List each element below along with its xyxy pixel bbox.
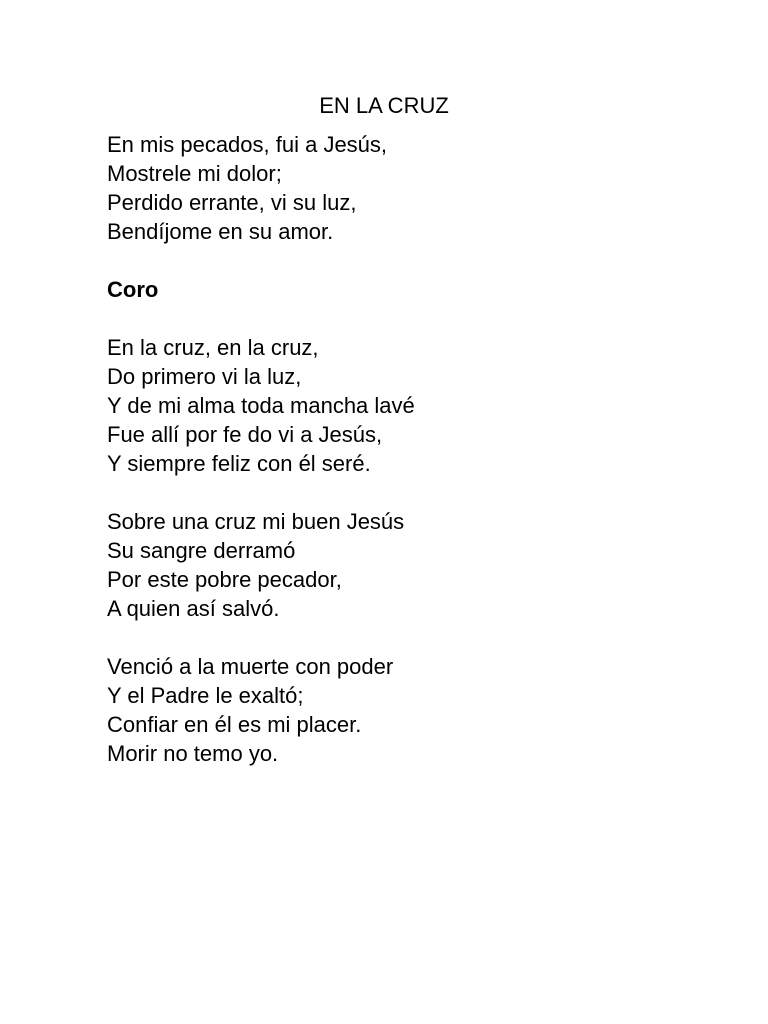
- chorus: [107, 333, 415, 478]
- lyric-line: Bendíjome en su amor.: [107, 219, 334, 244]
- lyric-line: Fue allí por fe do vi a Jesús,: [107, 422, 383, 447]
- lyric-line: Por este pobre pecador,: [107, 567, 342, 592]
- stanza-2: [107, 507, 415, 623]
- lyrics-body: [107, 130, 415, 797]
- chorus-heading: Coro: [107, 277, 159, 302]
- lyric-line: Y de mi alma toda mancha lavé: [107, 393, 415, 418]
- stanza-1: [107, 130, 415, 246]
- document-title: EN LA CRUZ: [319, 93, 449, 118]
- lyric-line: A quien así salvó.: [107, 596, 280, 621]
- lyric-line: Y el Padre le exaltó;: [107, 683, 304, 708]
- lyric-line: Perdido errante, vi su luz,: [107, 190, 357, 215]
- stanza-3: [107, 652, 415, 768]
- lyric-line: En la cruz, en la cruz,: [107, 335, 319, 360]
- lyric-line: Do primero vi la luz,: [107, 364, 302, 389]
- lyric-line: Confiar en él es mi placer.: [107, 712, 362, 737]
- lyric-line: Sobre una cruz mi buen Jesús: [107, 509, 405, 534]
- lyric-line: Morir no temo yo.: [107, 741, 279, 766]
- lyric-line: Y siempre feliz con él seré.: [107, 451, 371, 476]
- lyric-line: Venció a la muerte con poder: [107, 654, 394, 679]
- lyric-line: Mostrele mi dolor;: [107, 161, 282, 186]
- lyric-line: Su sangre derramó: [107, 538, 296, 563]
- lyric-line: En mis pecados, fui a Jesús,: [107, 132, 388, 157]
